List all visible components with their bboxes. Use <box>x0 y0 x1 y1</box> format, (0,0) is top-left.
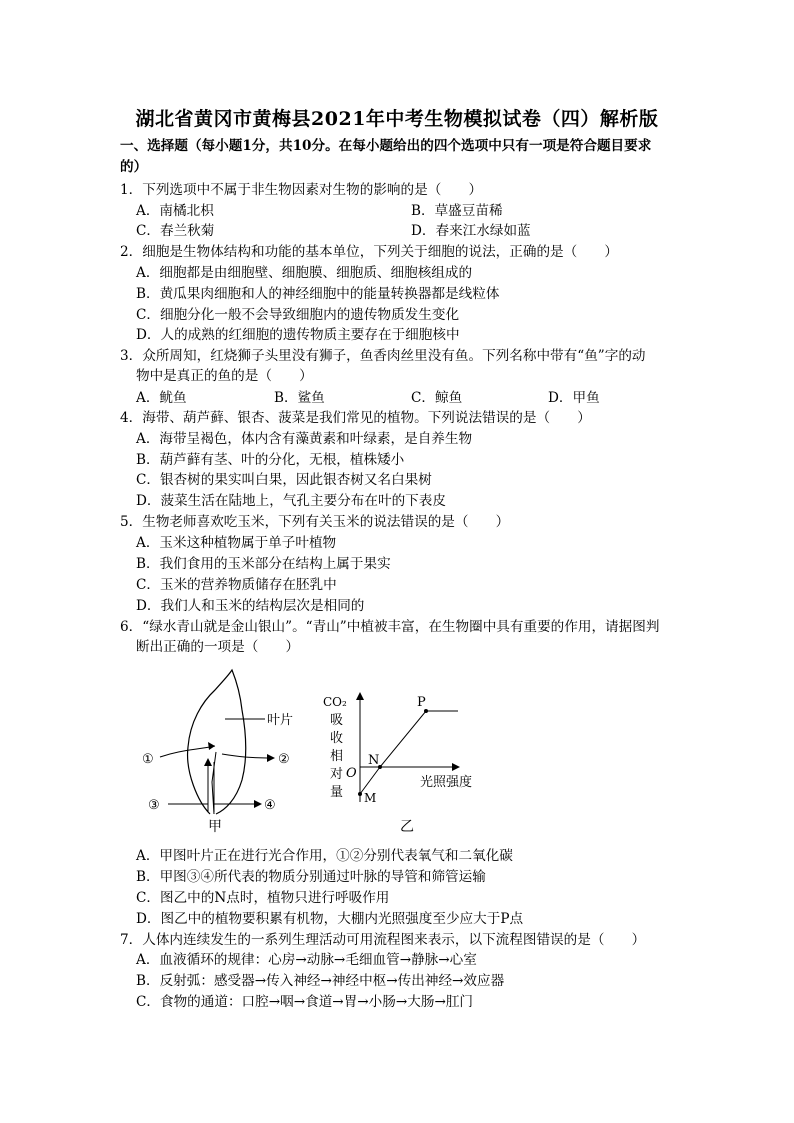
arrow-1-head <box>208 742 215 750</box>
label-o: O <box>346 766 357 781</box>
marker-2: ② <box>278 752 290 767</box>
y-axis-char-5: 量 <box>330 785 344 800</box>
arrow-2 <box>222 754 272 758</box>
question-3-stem-line1: 3．众所周知，红烧狮子头里没有狮子，鱼香肉丝里没有鱼。下列名称中带有“鱼”字的动 <box>120 348 646 364</box>
label-m: M <box>364 791 377 805</box>
question-6-stem-line1: 6．“绿水青山就是金山银山”。“青山”中植被丰富，在生物圈中具有重要的作用，请据图判 <box>120 619 660 635</box>
question-4-option-a: A．海带呈褐色，体内含有藻黄素和叶绿素，是自养生物 <box>136 431 473 447</box>
question-2-option-a: A．细胞都是由细胞壁、细胞膜、细胞质、细胞核组成的 <box>136 265 473 281</box>
question-1-option-a: A．南橘北枳 <box>136 203 214 219</box>
figure-caption-jia: 甲 <box>208 819 222 835</box>
y-axis-top-label: CO₂ <box>323 695 347 709</box>
leaf-label: 叶片 <box>267 713 294 728</box>
leaf-outline <box>188 670 246 814</box>
section-heading-line2: 的） <box>120 159 148 175</box>
question-4-option-d: D．菠菜生活在陆地上，气孔主要分布在叶的下表皮 <box>136 493 446 509</box>
marker-4: ④ <box>264 798 276 813</box>
question-5-option-d: D．我们人和玉米的结构层次是相同的 <box>136 598 365 614</box>
question-7-option-b: B．反射弧：感受器→传入神经→神经中枢→传出神经→效应器 <box>136 973 505 989</box>
question-3-option-d: D．甲鱼 <box>548 390 600 406</box>
question-2-option-b: B．黄瓜果肉细胞和人的神经细胞中的能量转换器都是线粒体 <box>136 286 500 302</box>
question-6-stem-line2: 断出正确的一项是（ ） <box>136 639 300 655</box>
question-6-option-c: C．图乙中的N点时，植物只进行呼吸作用 <box>136 890 390 906</box>
figure-jia <box>142 670 293 835</box>
question-7-stem: 7．人体内连续发生的一系列生理活动可用流程图来表示，以下流程图错误的是（ ） <box>120 932 646 948</box>
question-6-figure <box>130 662 550 842</box>
question-5-stem: 5．生物老师喜欢吃玉米，下列有关玉米的说法错误的是（ ） <box>120 514 510 530</box>
question-6-option-b: B．甲图③④所代表的物质分别通过叶脉的导管和筛管运输 <box>136 869 486 885</box>
point-m <box>358 792 362 796</box>
y-axis-char-3: 相 <box>330 749 344 764</box>
arrow-up-left-head <box>204 758 212 766</box>
question-7-option-c: C．食物的通道：口腔→咽→食道→胃→小肠→大肠→肛门 <box>136 994 474 1010</box>
question-5-option-b: B．我们食用的玉米部分在结构上属于果实 <box>136 556 391 572</box>
question-3-option-b: B．鲨鱼 <box>274 390 325 406</box>
question-1-option-b: B．草盛豆苗稀 <box>411 203 503 219</box>
question-7-option-a: A．血液循环的规律：心房→动脉→毛细血管→静脉→心室 <box>136 952 477 968</box>
question-6-option-d: D．图乙中的植物要积累有机物，大棚内光照强度至少应大于P点 <box>136 911 524 927</box>
marker-1: ① <box>142 752 154 767</box>
question-5-option-c: C．玉米的营养物质储存在胚乳中 <box>136 577 337 593</box>
section-heading-line1: 一、选择题（每小题1分，共10分。在每小题给出的四个选项中只有一项是符合题目要求 <box>120 138 652 154</box>
x-axis-arrow <box>452 763 460 771</box>
question-4-option-b: B．葫芦藓有茎、叶的分化，无根，植株矮小 <box>136 452 405 468</box>
figure-caption-yi: 乙 <box>400 819 414 835</box>
question-4-stem: 4．海带、葫芦藓、银杏、菠菜是我们常见的植物。下列说法错误的是（ ） <box>120 410 591 426</box>
question-1-option-c: C．春兰秋菊 <box>136 223 215 239</box>
question-2-option-d: D．人的成熟的红细胞的遗传物质主要存在于细胞核中 <box>136 327 460 343</box>
y-axis-arrow <box>356 692 364 700</box>
label-p: P <box>417 695 426 710</box>
marker-3: ③ <box>148 798 160 813</box>
figure-yi <box>323 692 472 835</box>
question-5-option-a: A．玉米这种植物属于单子叶植物 <box>136 535 337 551</box>
question-4-option-c: C．银杏树的果实叫白果，因此银杏树又名白果树 <box>136 472 432 488</box>
arrow-2-head <box>267 754 275 762</box>
question-1-option-d: D．春来江水绿如蓝 <box>411 223 531 239</box>
label-n: N <box>368 753 380 768</box>
question-6-option-a: A．甲图叶片正在进行光合作用，①②分别代表氧气和二氧化碳 <box>136 848 513 864</box>
question-1-stem: 1．下列选项中不属于非生物因素对生物的影响的是（ ） <box>120 182 483 198</box>
y-axis-char-4: 对 <box>330 767 344 782</box>
page-title: 湖北省黄冈市黄梅县2021年中考生物模拟试卷（四）解析版 <box>135 108 659 130</box>
question-3-option-c: C．鲸鱼 <box>411 390 463 406</box>
arrow-4-head <box>254 800 262 808</box>
x-axis-label: 光照强度 <box>420 775 473 790</box>
y-axis-char-2: 收 <box>330 731 344 746</box>
question-3-option-a: A．鱿鱼 <box>136 390 187 406</box>
question-3-stem-line2: 物中是真正的鱼的是（ ） <box>136 368 313 384</box>
question-2-option-c: C．细胞分化一般不会导致细胞内的遗传物质发生变化 <box>136 307 460 323</box>
y-axis-char-1: 吸 <box>330 713 344 728</box>
question-2-stem: 2．细胞是生物体结构和功能的基本单位，下列关于细胞的说法，正确的是（ ） <box>120 244 619 260</box>
